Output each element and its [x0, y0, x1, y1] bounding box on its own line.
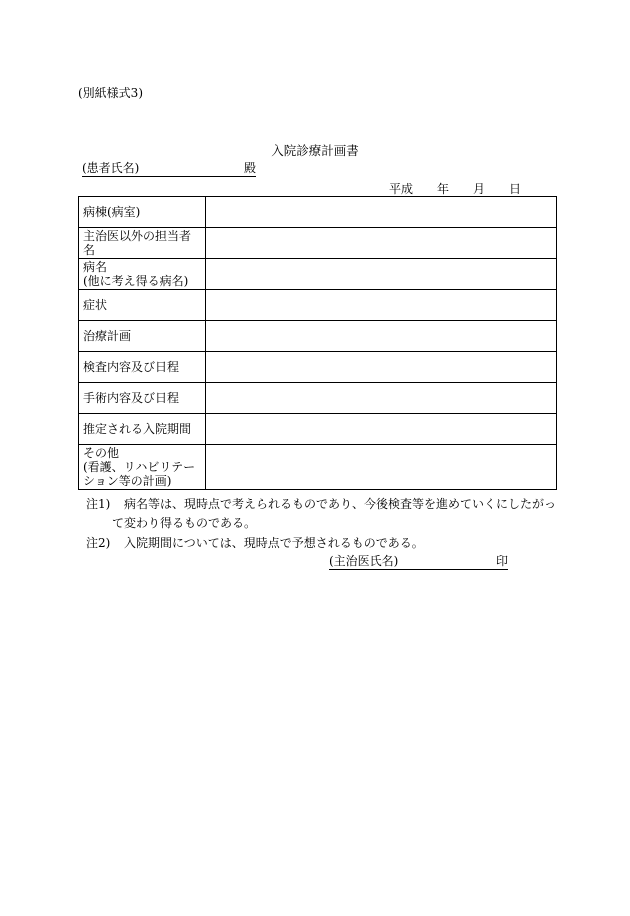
date-line[interactable]	[389, 180, 521, 197]
note-2	[86, 534, 424, 553]
note-number: 注2)	[86, 536, 111, 550]
date-year-label: 年	[437, 182, 450, 196]
row-value-ward[interactable]	[206, 197, 557, 228]
label-line: ション等の計画)	[83, 474, 172, 488]
table-row	[79, 445, 557, 490]
document-title: 入院診療計画書	[271, 143, 359, 158]
row-label-staff	[79, 228, 206, 259]
label-line: 推定される入院期間	[83, 422, 192, 436]
row-label-symptoms	[79, 290, 206, 321]
date-era: 平成	[389, 182, 414, 196]
label-line: 病名	[83, 260, 108, 274]
row-label-other	[79, 445, 206, 490]
table-row	[79, 321, 557, 352]
form-number: (別紙様式3)	[78, 86, 143, 100]
patient-honorific: 殿	[243, 161, 256, 175]
row-value-other[interactable]	[206, 445, 557, 490]
note-1-continuation: て変わり得るものである。	[112, 516, 257, 530]
row-label-duration	[79, 414, 206, 445]
label-line: (他に考え得る病名)	[83, 274, 189, 288]
label-line: 治療計画	[83, 329, 132, 343]
row-label-treatment	[79, 321, 206, 352]
note-text: 病名等は、現時点で考えられるものであり、今後検査等を進めていくにしたがっ	[124, 497, 557, 511]
doctor-name-label: (主治医氏名)	[329, 554, 399, 568]
table-row	[79, 259, 557, 290]
plan-table	[78, 196, 557, 490]
label-line: 主治医以外の担当者	[83, 229, 192, 243]
table-row	[79, 352, 557, 383]
row-value-diagnosis[interactable]	[206, 259, 557, 290]
label-line: (看護、リハビリテー	[83, 460, 196, 474]
doctor-name-field[interactable]	[329, 553, 508, 570]
row-value-surgery[interactable]	[206, 383, 557, 414]
label-line: 症状	[83, 298, 108, 312]
row-value-duration[interactable]	[206, 414, 557, 445]
patient-name-field[interactable]	[82, 160, 256, 177]
date-month-label: 月	[473, 182, 486, 196]
label-line: 検査内容及び日程	[83, 360, 180, 374]
row-label-ward	[79, 197, 206, 228]
note-number: 注1)	[86, 497, 111, 511]
row-label-tests	[79, 352, 206, 383]
patient-name-label: (患者氏名)	[82, 161, 140, 175]
row-value-tests[interactable]	[206, 352, 557, 383]
note-text: 入院期間については、現時点で予想されるものである。	[124, 536, 424, 550]
label-line: 手術内容及び日程	[83, 391, 180, 405]
table-row	[79, 228, 557, 259]
row-value-symptoms[interactable]	[206, 290, 557, 321]
row-value-treatment[interactable]	[206, 321, 557, 352]
label-line: 名	[83, 243, 96, 257]
seal-mark: 印	[495, 554, 508, 568]
row-value-staff[interactable]	[206, 228, 557, 259]
row-label-diagnosis	[79, 259, 206, 290]
table-row	[79, 197, 557, 228]
table-row	[79, 383, 557, 414]
table-row	[79, 414, 557, 445]
label-line: その他	[83, 446, 120, 460]
date-day-label: 日	[509, 182, 522, 196]
row-label-surgery	[79, 383, 206, 414]
note-1	[86, 495, 556, 514]
table-row	[79, 290, 557, 321]
label-line: 病棟(病室)	[83, 205, 141, 219]
